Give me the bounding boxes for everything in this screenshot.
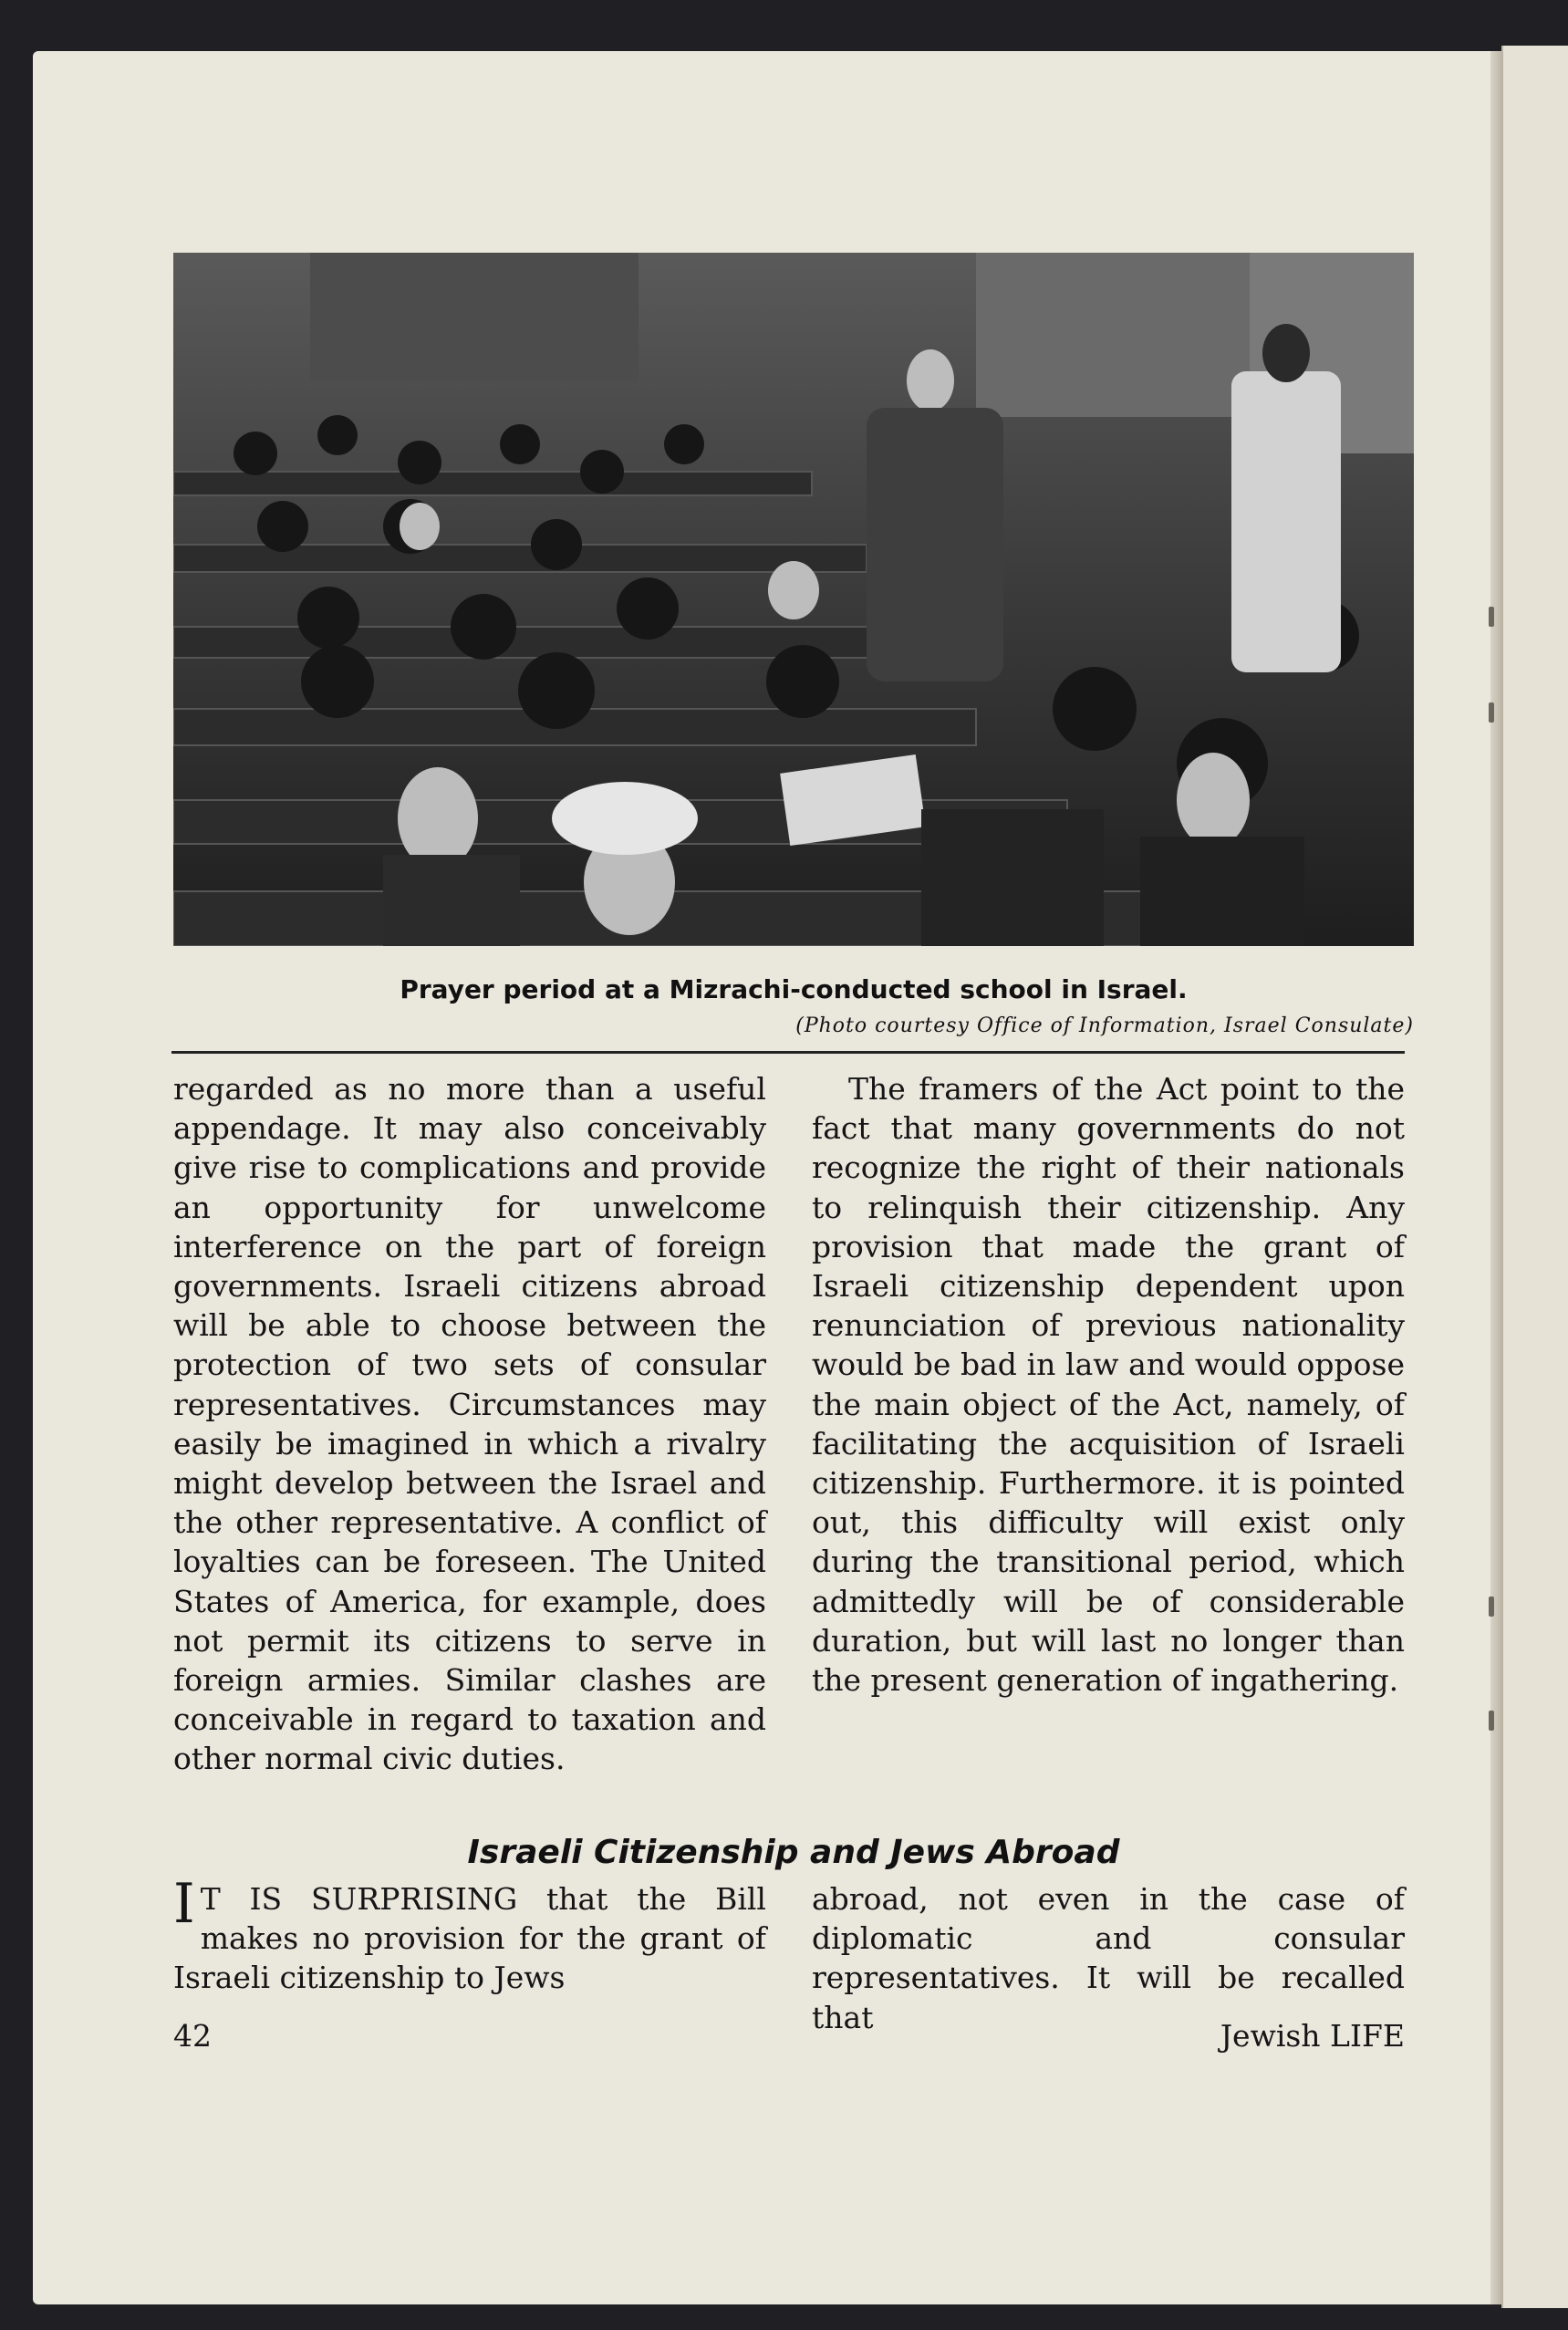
facing-page-edge bbox=[1501, 46, 1568, 2308]
photo-caption: Prayer period at a Mizrachi-conducted school in Israel. bbox=[400, 974, 1188, 1004]
section-left-text: T IS SURPRISING that the Bill makes no provision for the grant of Israeli citizenship to Jews bbox=[173, 1881, 766, 1996]
photo-credit: (Photo courtesy Office of Information, Israel Consulate) bbox=[795, 1014, 1414, 1037]
left-column bbox=[173, 1069, 766, 1779]
section-right-text: abroad, not even in the case of diplomatic and consular representatives. It will be recalled that bbox=[812, 1881, 1405, 2035]
right-paragraph: The framers of the Act point to the fact that many governments do not recognize the right of their nationals to relinquish their citizenship. Any provision that made the grant of Israeli citizenship dependent upon renunciation of previous nationality would be bad in law and would oppose the main object of the Act, namely, of facilitating the acquisition of Israeli citizenship. Furthermore. it is pointed out, this difficulty will exist only during the transitional period, which admittedly will be of considerable duration, but will last no longer than the present generation of ingathering. bbox=[812, 1071, 1405, 1699]
drop-cap: I bbox=[173, 1872, 195, 1936]
classroom-photo bbox=[173, 253, 1414, 946]
staple-icon bbox=[1489, 607, 1494, 627]
divider-rule bbox=[171, 1051, 1405, 1054]
staple-icon bbox=[1489, 1597, 1494, 1617]
staple-icon bbox=[1489, 702, 1494, 723]
section-left-column bbox=[173, 1872, 766, 1998]
left-paragraph: regarded as no more than a useful appendage. It may also conceivably give rise to complications and provide an opportunity for unwelcome interference on the part of foreign governments. Israeli citizens abroad will be able to choose between the protection of two sets of consular representatives. Circumstances may easily be imagined in which a rivalry might develop between the Israel and the other representative. A conflict of loyalties can be foreseen. The United States of America, for example, does not permit its citizens to serve in foreign armies. Similar clashes are conceivable in regard to taxation and other normal civic duties. bbox=[173, 1071, 766, 1777]
staple-icon bbox=[1489, 1711, 1494, 1731]
section-heading: Israeli Citizenship and Jews Abroad bbox=[467, 1834, 1120, 1871]
photo-classroom-icon bbox=[173, 253, 1414, 946]
binding-gutter bbox=[1490, 51, 1501, 2304]
magazine-title: Jewish LIFE bbox=[1220, 2018, 1405, 2054]
right-column bbox=[812, 1069, 1405, 1700]
section-right-column bbox=[812, 1879, 1405, 2037]
page-number: 42 bbox=[173, 2018, 212, 2054]
